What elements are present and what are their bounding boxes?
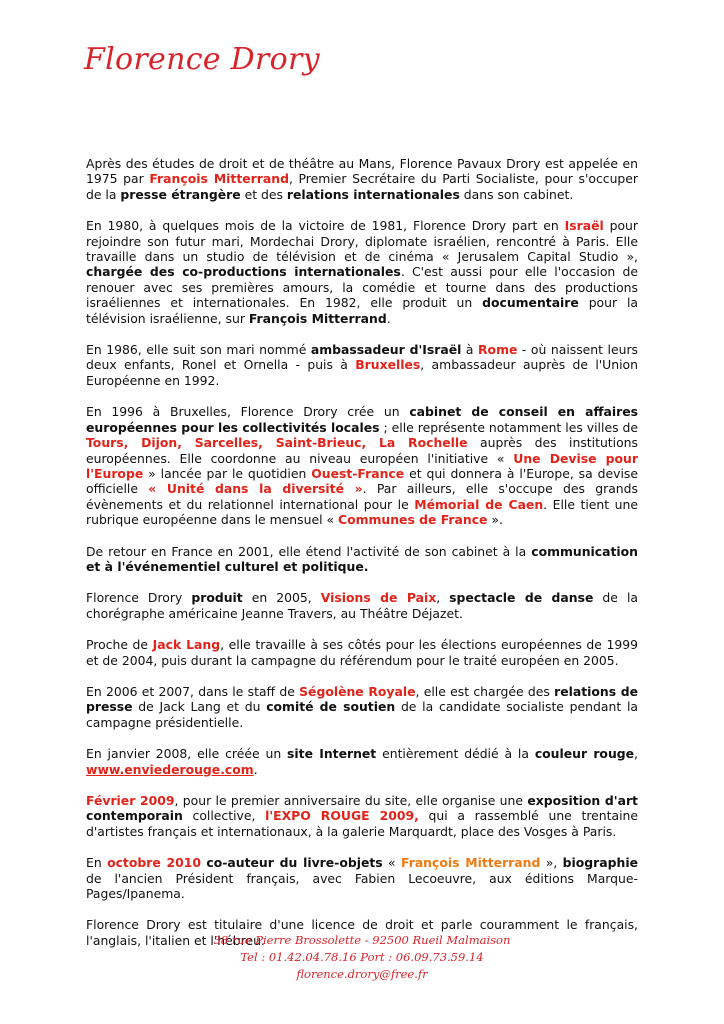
highlighted-text: Rome xyxy=(478,342,518,358)
text-run: pour la télévision israélienne, sur xyxy=(86,295,638,326)
paragraph xyxy=(86,684,638,730)
highlighted-text: l'EXPO ROUGE 2009, xyxy=(265,808,419,824)
highlighted-text: Ouest-France xyxy=(311,465,405,481)
highlighted-text: cabinet de conseil en affaires européennes pour les collectivités locales xyxy=(86,404,638,435)
highlighted-text: François Mitterrand xyxy=(149,171,289,187)
highlighted-text: relations internationales xyxy=(286,186,460,202)
text-run: en 2005, xyxy=(242,590,321,606)
text-run: Florence Drory xyxy=(86,590,192,606)
paragraph xyxy=(86,793,638,839)
highlighted-text: biographie xyxy=(562,855,638,871)
text-run: , ambassadeur auprès de l'Union Européenne en 1992. xyxy=(86,357,638,388)
highlighted-text: Communes de France xyxy=(337,512,488,528)
highlighted-text: octobre 2010 xyxy=(107,855,202,871)
paragraph xyxy=(86,156,638,202)
highlighted-text: Tours, Dijon, Sarcelles, Saint-Brieuc, La Rochelle xyxy=(86,435,468,451)
highlighted-text: comité de soutien xyxy=(266,699,396,715)
biography-body xyxy=(86,156,638,964)
highlighted-text: Bruxelles xyxy=(355,357,421,373)
text-run: , Premier Secrétaire du Parti Socialiste, pour s'occuper de la xyxy=(86,171,639,202)
text-run: , xyxy=(436,590,450,606)
highlighted-text: site Internet xyxy=(287,746,377,762)
highlighted-text: couleur rouge xyxy=(534,746,635,762)
highlighted-text: exposition d'art contemporain xyxy=(86,793,638,824)
text-run: Après des études de droit et de théâtre au Mans, Florence Pavaux Drory est appelée en 1975 par xyxy=(86,156,638,187)
text-run: En 1986, elle suit son mari nommé xyxy=(86,342,311,358)
highlighted-text: Février 2009 xyxy=(86,793,175,808)
text-run: de Jack Lang et du xyxy=(132,699,267,715)
contact-footer xyxy=(0,932,724,983)
highlighted-text: François Mitterrand xyxy=(401,855,541,871)
paragraph xyxy=(86,544,638,575)
text-run: de la chorégraphe américaine Jeanne Travers, au Théâtre Déjazet. xyxy=(86,590,638,621)
highlighted-text: ambassadeur d'Israël xyxy=(310,342,462,358)
text-run: et des xyxy=(240,186,287,202)
text-run: qui a rassemblé une trentaine d'artistes français et internationaux, à la galerie Marquardt, place des Vosges à Paris. xyxy=(86,808,638,839)
highlighted-text: Visions de Paix xyxy=(320,590,437,606)
highlighted-text: Israël xyxy=(564,218,604,234)
text-run: « xyxy=(382,855,402,871)
text-run: , elle travaille à ses côtés pour les élections européennes de 1999 et de 2004, puis durant la campagne du référendum pour le traité européen en 2005. xyxy=(86,637,638,668)
text-run: pour rejoindre son futur mari, Mordechai Drory, diplomate israélien, rencontré à Paris. Elle travaille dans un studio de télévision et de cinéma « Jerusalem Capital Studio », xyxy=(86,218,638,265)
highlighted-text: chargée des co-productions internationales xyxy=(86,264,401,280)
highlighted-text: presse étrangère xyxy=(120,186,241,202)
text-run: . Elle tient une rubrique européenne dans le mensuel « xyxy=(86,496,638,528)
text-run: En 1996 à Bruxelles, Florence Drory crée un xyxy=(86,404,410,420)
text-run: En 2006 et 2007, dans le staff de xyxy=(86,683,300,699)
text-run: . C'est aussi pour elle l'occasion de renouer avec ses premières amours, la comédie et tourne dans des productions israéliennes et internationales. En 1982, elle produit un xyxy=(86,264,639,311)
text-run: - où naissent leurs deux enfants, Ronel et Ornella - puis à xyxy=(86,342,638,373)
text-run: . Par ailleurs, elle s'occupe des grands évènements et du relationnel international pour le xyxy=(86,481,638,512)
paragraph xyxy=(86,746,638,777)
text-run: En xyxy=(86,855,108,871)
paragraph xyxy=(86,342,638,388)
website-link[interactable]: www.enviederouge.com xyxy=(86,761,254,777)
text-run: à xyxy=(461,342,479,358)
page-title: Florence Drory xyxy=(84,42,320,77)
text-run: , pour le premier anniversaire du site, elle organise une xyxy=(174,793,528,808)
highlighted-text: co-auteur du livre-objets xyxy=(206,855,383,871)
text-run: De retour en France en 2001, elle étend l'activité de son cabinet à la xyxy=(86,543,532,559)
highlighted-text: Une Devise pour l'Europe xyxy=(86,450,638,481)
footer-phone: Tel : 01.42.04.78.16 Port : 06.09.73.59.14 xyxy=(240,950,484,964)
text-run: et qui donnera à l'Europe, sa devise officielle xyxy=(86,465,638,497)
paragraph xyxy=(86,404,638,527)
text-run: de l'ancien Président français, avec Fabien Lecoeuvre, aux éditions Marque-Pages/Ipanema. xyxy=(86,870,638,902)
highlighted-text: produit xyxy=(191,590,243,606)
text-run: En 1980, à quelques mois de la victoire de 1981, Florence Drory part en xyxy=(86,218,565,234)
footer-email: florence.drory@free.fr xyxy=(296,967,428,981)
highlighted-text: communication et à l'événementiel culturel et politique. xyxy=(86,543,638,574)
text-run: entièrement dédié à la xyxy=(376,746,535,762)
highlighted-text: Jack Lang xyxy=(152,637,221,653)
text-run: dans son cabinet. xyxy=(459,186,574,202)
text-run: En janvier 2008, elle créée un xyxy=(86,746,288,762)
highlighted-text: « Unité dans la diversité » xyxy=(148,481,363,497)
text-run: ». xyxy=(487,512,503,528)
text-run: Florence Drory est titulaire d'une licence de droit et parle couramment le français, l'anglais, l'italien et l'hébreu. xyxy=(86,917,638,948)
paragraph xyxy=(86,218,638,326)
footer-address: 38 rue Pierre Brossolette - 92500 Rueil Malmaison xyxy=(213,933,511,947)
text-run: , xyxy=(634,746,638,762)
text-run: collective, xyxy=(182,808,266,824)
highlighted-text: François Mitterrand xyxy=(248,310,387,326)
paragraph xyxy=(86,590,638,621)
text-run: ; elle représente notamment les villes de xyxy=(379,419,638,435)
text-run: Proche de xyxy=(86,637,153,653)
highlighted-text: relations de presse xyxy=(86,683,639,715)
text-run: », xyxy=(540,855,563,871)
paragraph xyxy=(86,637,638,668)
text-run: . xyxy=(253,761,258,777)
text-run: » lancée par le quotidien xyxy=(143,465,312,481)
text-run: . xyxy=(386,310,391,326)
text-run: , elle est chargée des xyxy=(415,683,555,699)
text-run: de la candidate socialiste pendant la campagne présidentielle. xyxy=(86,699,638,730)
highlighted-text: Mémorial de Caen xyxy=(414,496,544,512)
text-run: auprès des institutions européennes. Elle coordonne au niveau européen l'initiative « xyxy=(86,435,638,466)
highlighted-text: Ségolène Royale xyxy=(299,683,416,699)
highlighted-text: spectacle de danse xyxy=(449,590,594,606)
paragraph xyxy=(86,855,638,901)
highlighted-text: documentaire xyxy=(482,295,579,311)
